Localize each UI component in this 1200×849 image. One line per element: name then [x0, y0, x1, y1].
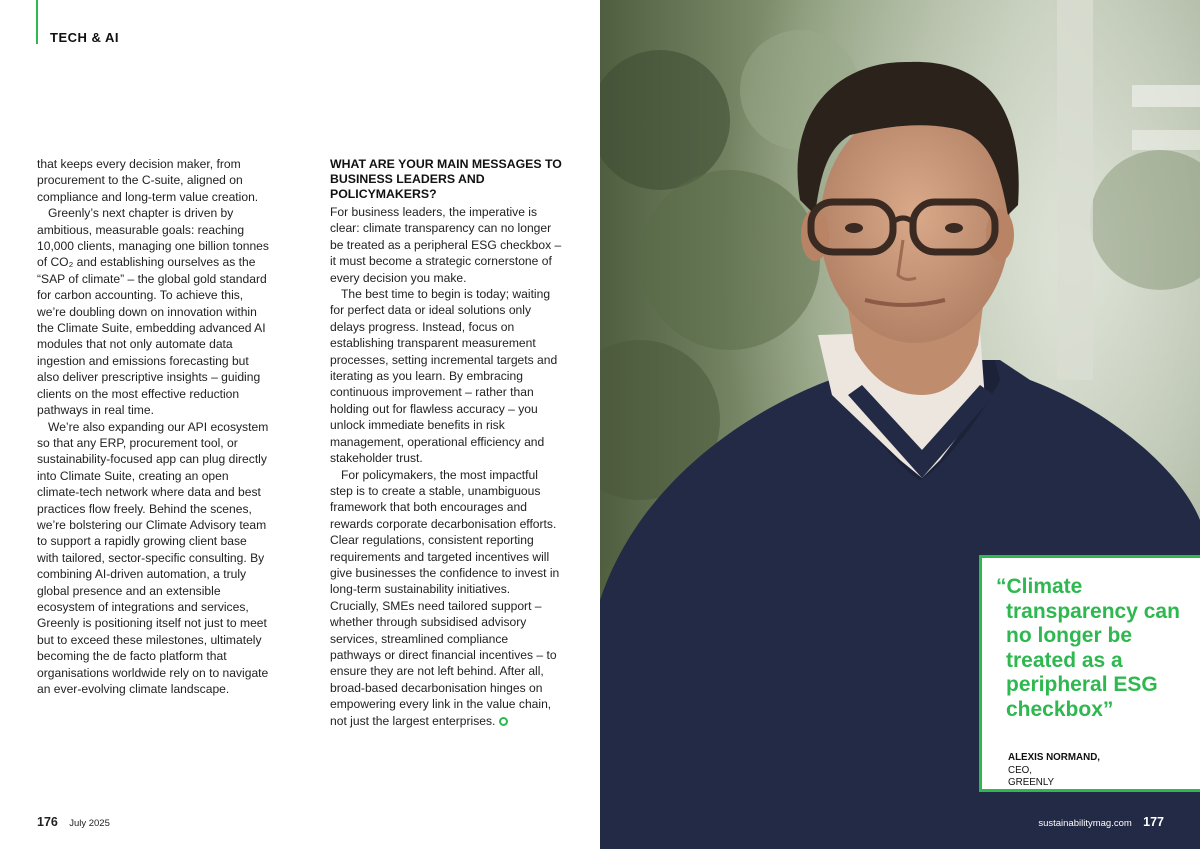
website-url: sustainabilitymag.com [1038, 818, 1132, 829]
section-accent-rule [36, 0, 38, 44]
attribution-company: GREENLY [1008, 777, 1055, 788]
ring-end-mark-icon [499, 717, 508, 726]
left-page-number: 176 [37, 815, 58, 829]
paragraph: For business leaders, the imperative is clear: climate transparency can no longer be treated as a peripheral ESG checkbox – it must become a strategic cornerstone of every decision you make. [330, 205, 562, 285]
paragraph: Greenly’s next chapter is driven by ambitious, measurable goals: reaching 10,000 clients, managing one billion tonnes of CO₂ and establishing ourselves as the “SAP of climate” – the global gold standard for carbon accounting. To achieve this, we’re doubling down on innovation within the Climate Suite, embedding advanced AI modules that not only automate data ingestion and emissions forecasting but also deliver prescriptive insights – guiding clients on the most effective reduction pathways in real time. [37, 206, 269, 418]
right-page-number: 177 [1143, 815, 1164, 829]
question-heading: WHAT ARE YOUR MAIN MESSAGES TO BUSINESS LEADERS AND POLICYMAKERS? [330, 157, 562, 201]
section-label: TECH & AI [50, 30, 120, 45]
pull-quote-box [979, 555, 1200, 792]
paragraph: We’re also expanding our API ecosystem so that any ERP, procurement tool, or sustainability-focused app can plug directly into Climate Suite, creating an open climate-tech network where data and best practices flow freely. Behind the scenes, we’re bolstering our Climate Advisory team to support a rapidly growing client base with tailored, sector-specific consulting. By combining AI-driven automation, a truly global presence and an extensible ecosystem of integrations and services, Greenly is positioning itself not just to meet but to exceed these milestones, ultimately becoming the de facto platform that organisations worldwide rely on to navigate an ever-evolving climate landscape. [37, 419, 269, 696]
article-column-2 [330, 156, 562, 729]
paragraph: that keeps every decision maker, from procurement to the C-suite, aligned on compliance and long-term value creation. [37, 157, 259, 204]
right-folio [1038, 815, 1164, 829]
left-folio [37, 815, 110, 829]
pull-quote-text: “Climate transparency can no longer be treated as a peripheral ESG checkbox” [996, 575, 1180, 721]
paragraph: The best time to begin is today; waiting for perfect data or ideal solutions only delays progress. Instead, focus on establishing transparent measurement processes, setting incremental targets and iterating as you learn. By embracing continuous improvement – rather than holding out for flawless accuracy – you unlock immediate benefits in risk management, operational efficiency and stakeholder trust. [330, 287, 558, 466]
paragraph [330, 467, 562, 730]
attribution-name: ALEXIS NORMAND, [1008, 752, 1100, 763]
article-column-1 [37, 156, 269, 697]
quote-attribution [996, 752, 1184, 790]
paragraph-text: For policymakers, the most impactful step is to create a stable, unambiguous framework that both encourages and rewards corporate decarbonisation efforts. Clear regulations, consistent reporting requirements and targeted incentives will give businesses the confidence to invest in long-term sustainability initiatives. Crucially, SMEs need tailored support – whether through subsidised advisory services, streamlined compliance pathways or direct financial incentives – to ensure they are not left behind. After all, broad-based decarbonisation hinges on empowering every link in the value chain, not just the largest enterprises. [330, 467, 560, 728]
attribution-role: CEO, [1008, 764, 1032, 776]
issue-date: July 2025 [69, 818, 110, 829]
